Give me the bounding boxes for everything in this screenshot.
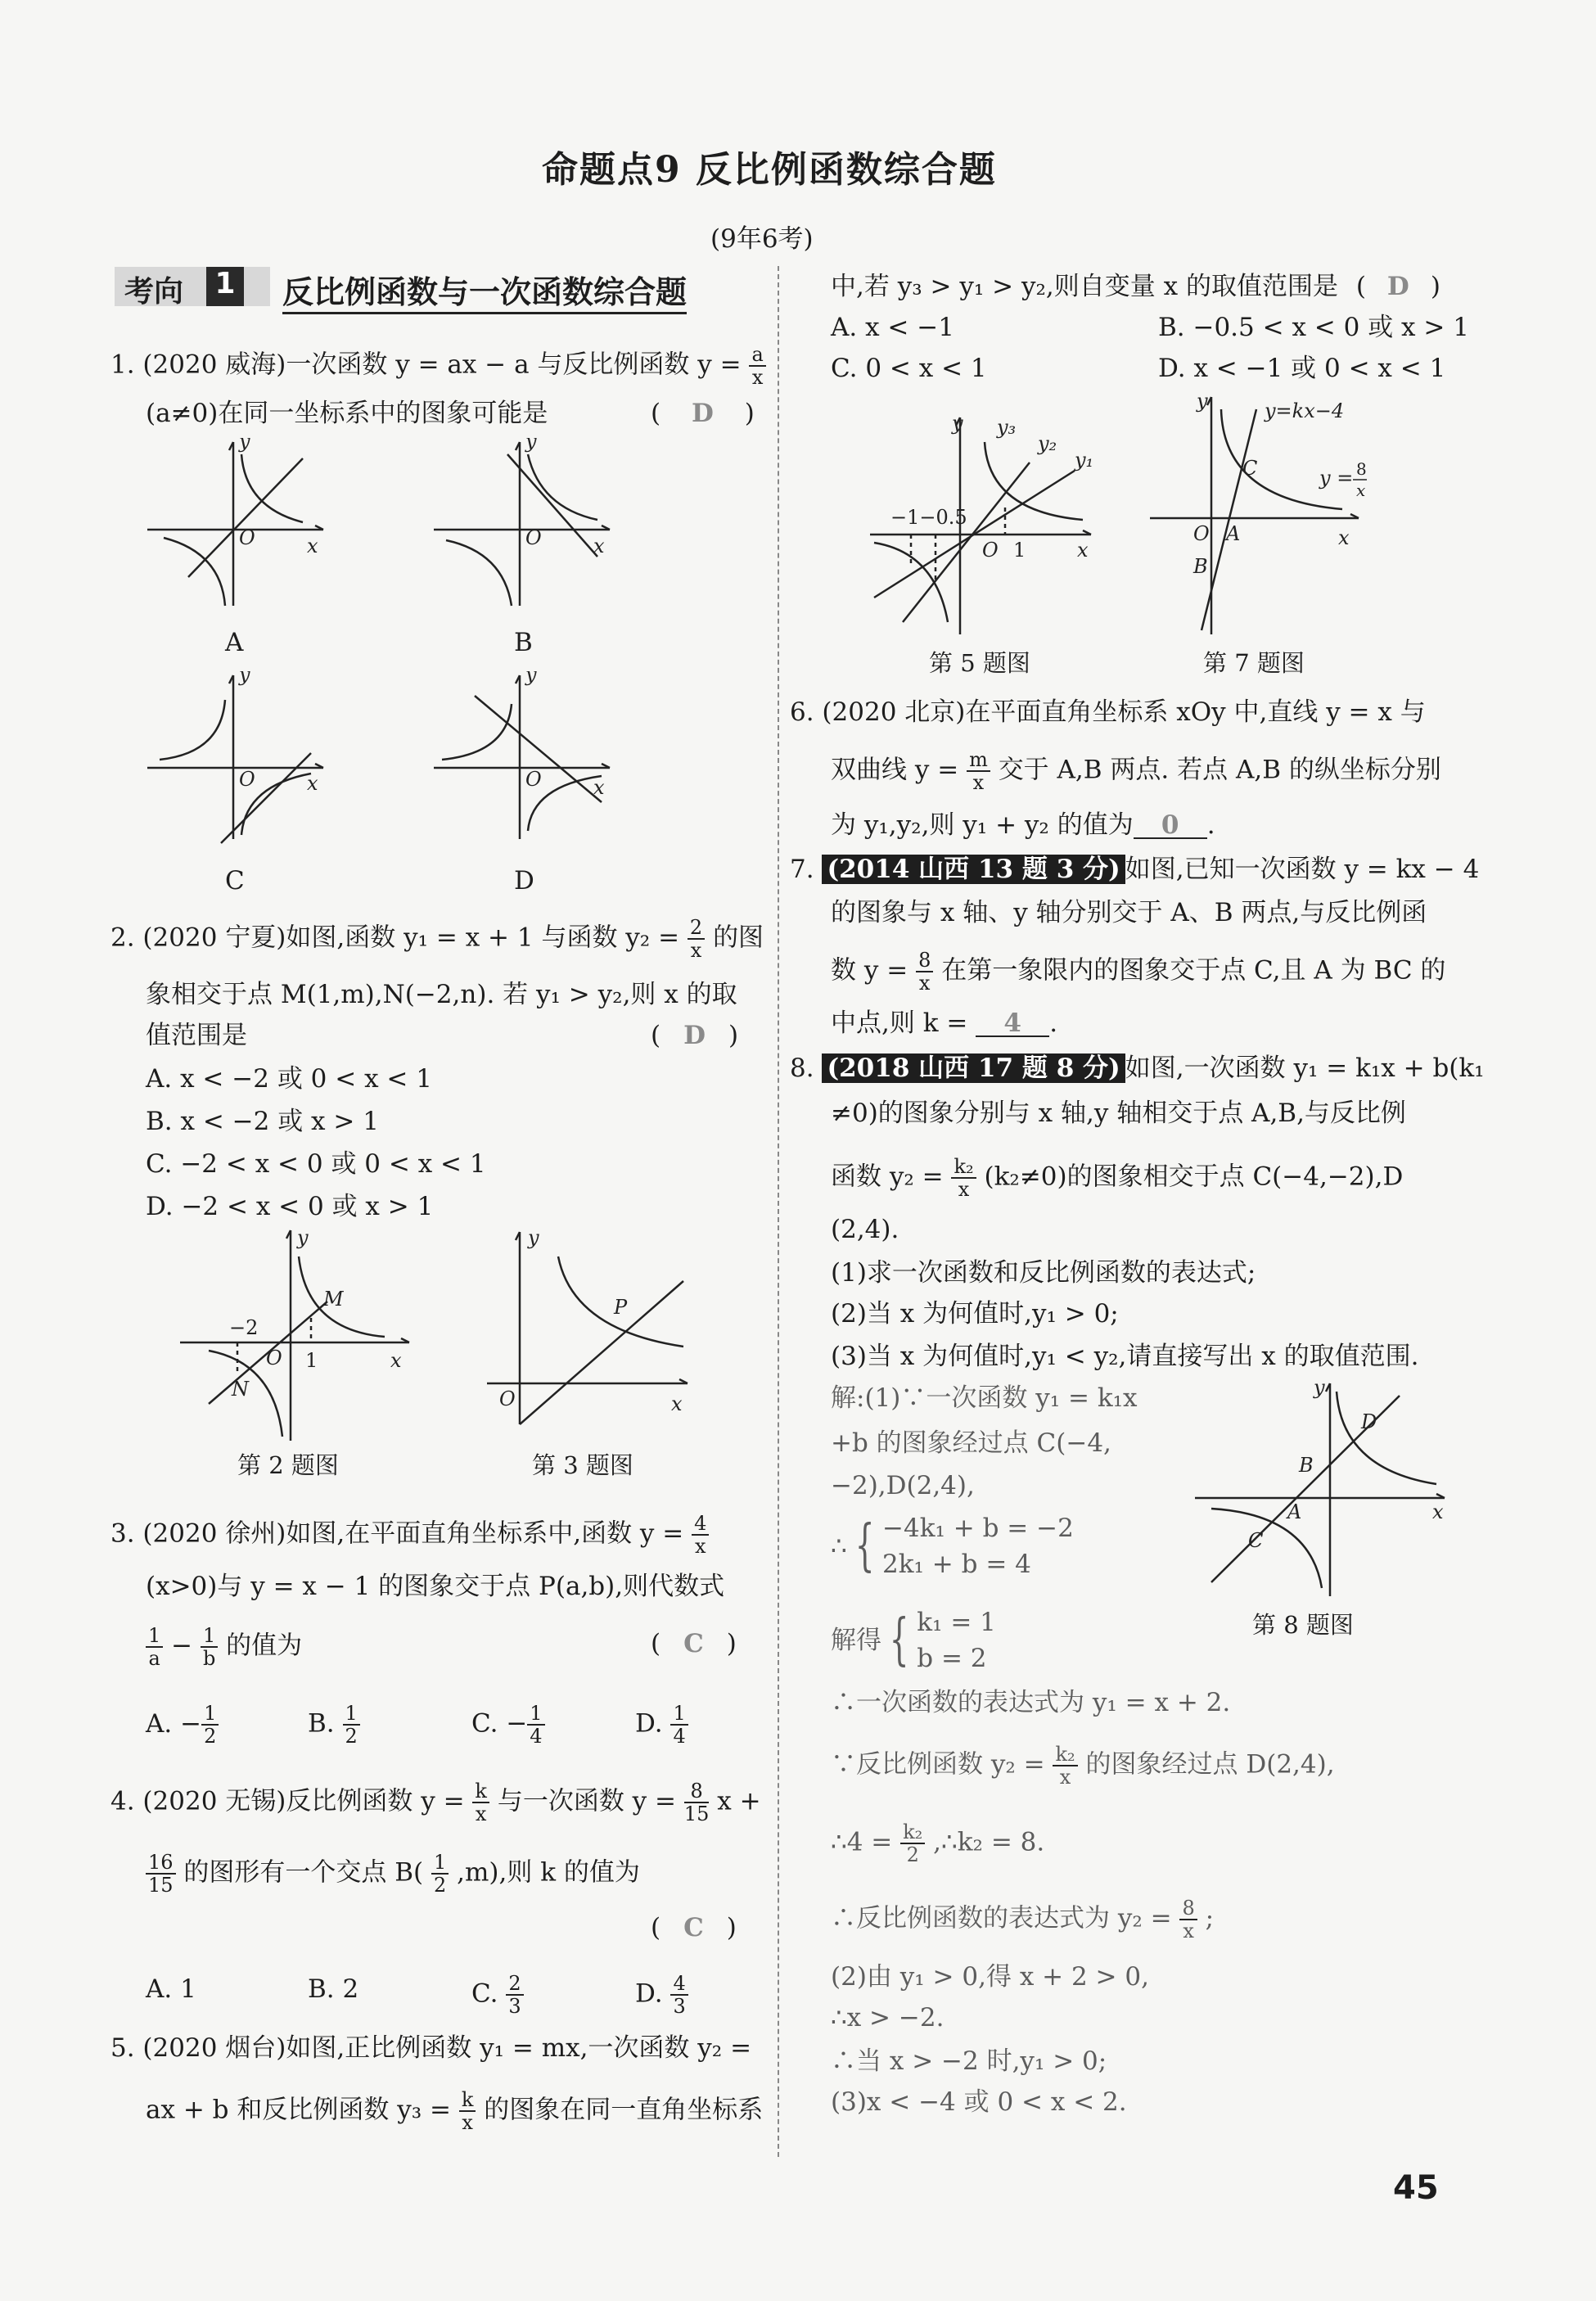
- q1-option-d: D: [514, 866, 534, 896]
- q2-answer-bracket: ( D ): [651, 1021, 739, 1050]
- q1-answer-bracket: [651, 397, 755, 430]
- q5-line1: 5. (2020 烟台)如图,正比例函数 y₁ = mx,一次函数 y₂ =: [110, 2033, 752, 2063]
- q4-frac-half: $\frac{1}{2}$: [431, 1852, 449, 1896]
- solution-line3: −2),D(2,4),: [831, 1471, 975, 1500]
- fig2-label-neg2: −2: [229, 1316, 259, 1339]
- svg-text:O: O: [239, 768, 255, 791]
- q8-sub1: (1)求一次函数和反比例函数的表达式;: [831, 1258, 1256, 1288]
- q1-fraction: [749, 344, 765, 388]
- q8-line4: (2,4).: [831, 1215, 899, 1244]
- q1-text: 1. (2020 威海)一次函数 y = ax − a 与反比例函数 y =: [110, 350, 742, 380]
- solution-line10: ∴当 x > −2 时,y₁ > 0;: [831, 2046, 1107, 2076]
- q5-fraction: $\frac{k}{x}$: [459, 2089, 476, 2133]
- fig8-label-b: B: [1299, 1454, 1314, 1477]
- fig3-caption: 第 3 题图: [532, 1451, 633, 1479]
- fig5-label-o: O: [982, 539, 999, 562]
- q2-option-d: D. −2 < x < 0 或 x > 1: [146, 1192, 434, 1221]
- fig7-label-a: A: [1226, 522, 1241, 545]
- fig5-graph: [866, 413, 1095, 638]
- svg-text:O: O: [525, 768, 542, 791]
- q2-option-b: B. x < −2 或 x > 1: [146, 1107, 379, 1136]
- q1-frac-num: a: [749, 344, 765, 367]
- q2-frac-den: x: [690, 939, 702, 962]
- q3-text: 3. (2020 徐州)如图,在平面直角坐标系中,函数 y =: [110, 1518, 684, 1549]
- solution-line9: ∴x > −2.: [831, 2003, 945, 2033]
- q1-answer: D: [691, 399, 714, 428]
- fig8-graph: [1191, 1379, 1453, 1600]
- fig7-caption: 第 7 题图: [1203, 649, 1305, 677]
- q5-option-b: B. −0.5 < x < 0 或 x > 1: [1158, 313, 1469, 342]
- svg-text:x: x: [593, 535, 605, 557]
- q2-text: 2. (2020 宁夏)如图,函数 y₁ = x + 1 与函数 y₂ =: [110, 923, 680, 953]
- q1-paren-right: ): [744, 399, 755, 428]
- q7-line3: 数 y = $\frac{8}{x}$ 在第一象限内的图象交于点 C,且 A 为 BC 的: [831, 949, 1446, 995]
- fig5-label-ticks: −1−0.5: [890, 506, 967, 529]
- fig5-caption: 第 5 题图: [929, 649, 1030, 677]
- q1-option-c: C: [225, 866, 245, 896]
- q1-paren-left: (: [651, 399, 661, 428]
- fig7-label-line: y=kx−4: [1265, 399, 1345, 422]
- q3-line1: [110, 1513, 709, 1557]
- fig8-caption: 第 8 题图: [1252, 1611, 1354, 1639]
- q1-graph-b: [426, 438, 618, 614]
- q4-options: [146, 1972, 686, 2018]
- q3-frac-2: [201, 1625, 218, 1669]
- solution-line8: (2)由 y₁ > 0,得 x + 2 > 0,: [831, 1962, 1149, 1992]
- q6-line3: 为 y₁,y₂,则 y₁ + y₂ 的值为 0 .: [831, 810, 1215, 840]
- q3-answer-bracket: ( C ): [651, 1629, 737, 1658]
- fig7-label-b: B: [1193, 555, 1208, 578]
- fig3-label-o: O: [499, 1387, 516, 1410]
- q1-graph-c: [139, 671, 331, 847]
- solution-line11: (3)x < −4 或 0 < x < 2.: [831, 2087, 1127, 2117]
- q7-fraction: $\frac{8}{x}$: [916, 950, 933, 994]
- fig5-label-y1: y₁: [1075, 449, 1094, 471]
- fig7-label-o: O: [1193, 522, 1210, 545]
- q5-option-d: D. x < −1 或 0 < x < 1: [1158, 354, 1446, 383]
- q5-line3: 中,若 y₃ > y₁ > y₂,则自变量 x 的取值范围是 ( D ): [831, 272, 1440, 301]
- q3-fraction: [692, 1513, 709, 1557]
- solution-system: ∴ { −4k₁ + b = −2 2k₁ + b = 4: [831, 1514, 1074, 1579]
- svg-text:y: y: [525, 671, 537, 686]
- page-subtitle: (9年6考): [710, 224, 814, 254]
- q2-fraction: [688, 917, 705, 961]
- q6-fraction: $\frac{m}{x}$: [967, 749, 990, 793]
- fig8-label-a: A: [1287, 1500, 1302, 1523]
- svg-text:x: x: [593, 776, 605, 799]
- q8-line2: ≠0)的图象分别与 x 轴,y 轴相交于点 A,B,与反比例: [831, 1099, 1406, 1128]
- svg-text:O: O: [525, 526, 542, 549]
- q2-text-end: 的图: [713, 923, 764, 953]
- q8-sub3: (3)当 x 为何值时,y₁ < y₂,请直接写出 x 的取值范围.: [831, 1342, 1419, 1371]
- fig5-label-y2: y₂: [1038, 432, 1057, 455]
- q7-source-tag: (2014 山西 13 题 3 分): [822, 855, 1125, 884]
- q1-option-a: A: [225, 628, 244, 657]
- solution-frac-k2-x: $\frac{\text{k₂}}{x}$: [1053, 1744, 1077, 1788]
- fig7-label-hyp: y =: [1319, 467, 1354, 490]
- fig5-label-one: 1: [1013, 539, 1026, 562]
- page-number: 45: [1393, 2169, 1439, 2207]
- q4-frac-16-15: $\frac{16}{15}$: [146, 1852, 176, 1896]
- svg-text:O: O: [239, 526, 255, 549]
- q2-answer: D: [683, 1021, 706, 1050]
- q3-answer: C: [683, 1629, 704, 1658]
- fig5-label-y3: y₃: [997, 416, 1017, 439]
- fig7-label-c: C: [1242, 457, 1258, 480]
- solution-line2: +b 的图象经过点 C(−4,: [831, 1428, 1111, 1458]
- q4-option-d: D. $\frac{4}{3}$: [635, 1973, 688, 2017]
- q4-line2: $\frac{16}{15}$ 的图形有一个交点 B( $\frac{1}{2}$ ,m),则 k 的值为: [146, 1852, 640, 1896]
- solution-line5: ∵反比例函数 y₂ = $\frac{\text{k₂}}{x}$ 的图象经过点 D(2,4),: [831, 1743, 1335, 1789]
- solution-line4: ∴一次函数的表达式为 y₁ = x + 2.: [831, 1688, 1231, 1717]
- q6-line1: 6. (2020 北京)在平面直角坐标系 xOy 中,直线 y = x 与: [790, 697, 1426, 727]
- fig3-label-y: y: [528, 1226, 539, 1249]
- q3-f2-den: b: [202, 1647, 216, 1670]
- fig2-label-x: x: [390, 1349, 402, 1372]
- fig2-label-n: N: [232, 1378, 249, 1401]
- q5-option-c: C. 0 < x < 1: [831, 354, 987, 383]
- q3-frac-num: 4: [692, 1513, 709, 1536]
- fig7-label-y: y: [1197, 393, 1208, 413]
- fig2-label-one: 1: [305, 1349, 318, 1372]
- q7-answer: 4: [976, 1011, 1049, 1037]
- fig8-label-x: x: [1432, 1500, 1444, 1523]
- q3-line3: [146, 1625, 302, 1669]
- fig3-label-p: P: [614, 1296, 628, 1319]
- fig5-label-x: x: [1077, 539, 1089, 562]
- q3-option-d: D. $\frac{1}{4}$: [635, 1703, 688, 1747]
- q3-minus: −: [171, 1631, 193, 1661]
- svg-text:y: y: [239, 438, 250, 453]
- q8-sub2: (2)当 x 为何值时,y₁ > 0;: [831, 1299, 1119, 1329]
- q8-source-tag: (2018 山西 17 题 8 分): [822, 1053, 1125, 1083]
- fig7-label-hyp-den: x: [1356, 481, 1366, 500]
- q1-line2: (a≠0)在同一坐标系中的图象可能是: [146, 399, 548, 428]
- solution-frac-8-x: $\frac{8}{x}$: [1179, 1897, 1197, 1942]
- q4-line1: 4. (2020 无锡)反比例函数 y = $\frac{k}{x}$ 与一次函数 y = $\frac{8}{15}$ x +: [110, 1780, 761, 1825]
- q2-option-c: C. −2 < x < 0 或 0 < x < 1: [146, 1149, 486, 1179]
- q1-frac-den: x: [751, 366, 764, 389]
- q3-f1-num: 1: [146, 1625, 163, 1648]
- page-title: 命题点9 反比例函数综合题: [542, 149, 997, 191]
- q7-line2: 的图象与 x 轴、y 轴分别交于 A、B 两点,与反比例函: [831, 898, 1427, 927]
- section-heading: [115, 264, 745, 309]
- q8-line1: 8. (2018 山西 17 题 8 分) 如图,一次函数 y₁ = k₁x + b(k₁: [790, 1053, 1485, 1083]
- q6-answer: 0: [1134, 813, 1207, 839]
- solution-solve: 解得 { k₁ = 1 b = 2: [831, 1608, 996, 1673]
- fig2-caption: 第 2 题图: [237, 1451, 339, 1479]
- fig2-label-o: O: [266, 1347, 282, 1369]
- column-divider: [778, 266, 779, 2157]
- q3-frac-den: x: [695, 1535, 706, 1558]
- section-label: 考向: [124, 275, 184, 309]
- q3-option-c: C. − $\frac{1}{4}$: [471, 1703, 545, 1747]
- svg-text:y: y: [525, 438, 537, 453]
- fig7-label-x: x: [1338, 526, 1350, 549]
- fig8-label-y: y: [1314, 1379, 1325, 1399]
- q2-option-a: A. x < −2 或 0 < x < 1: [146, 1064, 432, 1094]
- fig3-label-x: x: [671, 1392, 683, 1415]
- fig3-graph: [483, 1224, 696, 1428]
- svg-text:x: x: [307, 772, 318, 795]
- fig2-label-m: M: [323, 1288, 344, 1311]
- solution-line6: ∴4 = $\frac{\text{k₂}}{2}$ ,∴k₂ = 8.: [831, 1820, 1045, 1866]
- q4-option-a: A. 1: [146, 1974, 196, 2004]
- q4-answer: C: [683, 1913, 704, 1942]
- fig7-label-hyp-num: 8: [1356, 459, 1367, 479]
- q1-line1: [110, 344, 766, 388]
- solution-line7: ∴反比例函数的表达式为 y₂ = $\frac{8}{x}$ ;: [831, 1897, 1215, 1942]
- fig8-label-c: C: [1248, 1529, 1264, 1552]
- fig7-graph: [1146, 393, 1367, 638]
- q3-options: [146, 1702, 686, 1748]
- q8-fraction: $\frac{\text{k₂}}{x}$: [951, 1156, 976, 1200]
- q2-frac-num: 2: [688, 917, 705, 940]
- q5-line2: ax + b 和反比例函数 y₃ = $\frac{k}{x}$ 的图象在同一直角坐标系: [146, 2088, 764, 2134]
- svg-text:y: y: [239, 671, 250, 686]
- q3-option-b: B. $\frac{1}{2}$: [308, 1703, 360, 1747]
- q5-option-a: A. x < −1: [831, 313, 954, 342]
- q6-line2: 双曲线 y = $\frac{m}{x}$ 交于 A,B 两点. 若点 A,B 的纵坐标分别: [831, 748, 1441, 794]
- q2-line2: 象相交于点 M(1,m),N(−2,n). 若 y₁ > y₂,则 x 的取: [146, 980, 737, 1009]
- q3-frac-1: [146, 1625, 163, 1669]
- q4-answer-bracket: ( C ): [651, 1913, 737, 1942]
- q4-frac-k: $\frac{k}{x}$: [472, 1780, 489, 1825]
- q1-option-b: B: [514, 628, 533, 657]
- q3-line3-text: 的值为: [226, 1631, 303, 1661]
- section-title: 反比例函数与一次函数综合题: [282, 267, 687, 314]
- q4-frac-8-15: $\frac{8}{15}$: [683, 1780, 710, 1825]
- fig8-label-d: D: [1361, 1410, 1377, 1433]
- q5-answer: D: [1386, 272, 1409, 301]
- q3-f1-den: a: [148, 1647, 160, 1670]
- q4-option-c: C. $\frac{2}{3}$: [471, 1973, 524, 2017]
- q1-graph-a: [139, 438, 331, 614]
- q3-line2: (x>0)与 y = x − 1 的图象交于点 P(a,b),则代数式: [146, 1572, 725, 1601]
- fig5-label-y: y: [952, 413, 963, 435]
- fig2-label-y: y: [297, 1226, 309, 1249]
- q2-line3: 值范围是: [146, 1021, 247, 1050]
- q8-line3: 函数 y₂ = $\frac{\text{k₂}}{x}$ (k₂≠0)的图象相交于点 C(−4,−2),D: [831, 1155, 1404, 1201]
- q3-option-a: A. − $\frac{1}{2}$: [146, 1709, 219, 1739]
- section-number: 1: [206, 267, 244, 306]
- q7-line1: 7. (2014 山西 13 题 3 分) 如图,已知一次函数 y = kx − 4: [790, 855, 1480, 884]
- q2-line1: [110, 917, 764, 961]
- svg-text:x: x: [307, 535, 318, 557]
- fig2-graph: [176, 1224, 413, 1445]
- solution-frac-k2-2: $\frac{\text{k₂}}{2}$: [900, 1821, 925, 1866]
- q3-f2-num: 1: [201, 1625, 218, 1648]
- solution-line1: 解:(1)∵一次函数 y₁ = k₁x: [831, 1383, 1138, 1413]
- q1-graph-d: [426, 671, 618, 847]
- q7-line4: 中点,则 k = 4 .: [831, 1008, 1058, 1038]
- q4-option-b: B. 2: [308, 1974, 359, 2004]
